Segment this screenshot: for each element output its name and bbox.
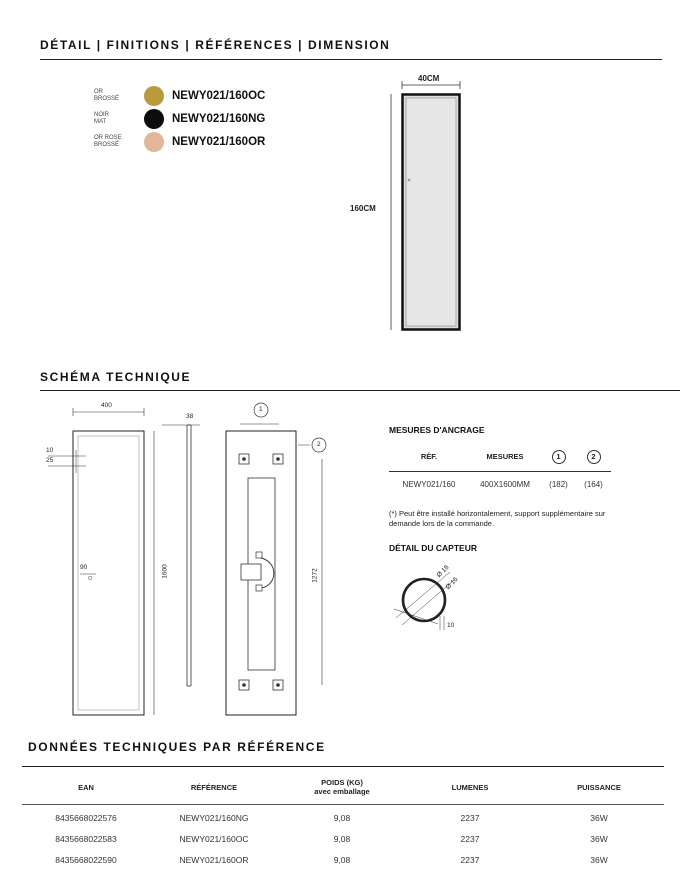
table-row bbox=[389, 471, 611, 497]
cell-lumens: 2237 bbox=[460, 833, 480, 844]
cell-lumens: 2237 bbox=[460, 854, 480, 865]
marker-1: 1 bbox=[259, 406, 263, 413]
installation-note: (*) Peut être installé horizontalement, support supplémentaire sur demande lors de la commande. bbox=[389, 509, 606, 528]
cell-reference: NEWY021/160NG bbox=[179, 813, 249, 824]
finish-swatch-black bbox=[144, 109, 164, 129]
anchorage-cell: NEWY021/160 bbox=[402, 479, 456, 489]
finish-reference: NEWY021/160OC bbox=[172, 90, 266, 102]
dimension-height: 160CM bbox=[350, 204, 376, 213]
anchorage-cell: (164) bbox=[584, 479, 603, 489]
cell-weight: 9,08 bbox=[333, 854, 351, 865]
table-row bbox=[22, 804, 664, 828]
section-title-tech-data: DONNÉES TECHNIQUES PAR RÉFÉRENCE bbox=[28, 740, 326, 754]
sensor-depth: 10 bbox=[447, 622, 455, 629]
sensor-detail-drawing bbox=[388, 560, 478, 635]
cell-reference: NEWY021/160OC bbox=[179, 833, 249, 844]
tech-data-table bbox=[22, 771, 664, 869]
schema-sensor-90: 90 bbox=[80, 564, 88, 571]
table-row bbox=[22, 849, 664, 869]
cell-power: 36W bbox=[590, 854, 608, 865]
finish-reference: NEWY021/160OR bbox=[172, 136, 266, 148]
schema-width-label: 400 bbox=[101, 402, 112, 409]
finish-row-gold bbox=[94, 84, 265, 108]
anchorage-header-1: 1 bbox=[541, 443, 576, 471]
finish-swatch-rose-gold bbox=[144, 132, 164, 152]
anchorage-title: MESURES D'ANCRAGE bbox=[389, 425, 485, 435]
schema-height-label: 1600 bbox=[161, 564, 169, 579]
anchorage-cell: 400X1600MM bbox=[480, 479, 530, 489]
marker-2: 2 bbox=[317, 441, 321, 448]
sensor-d2: Ø 16 bbox=[444, 576, 460, 591]
cell-reference: NEWY021/160OR bbox=[179, 854, 249, 865]
header-power: PUISSANCE bbox=[534, 771, 664, 804]
cell-ean: 8435668022576 bbox=[55, 813, 117, 824]
cell-weight: 9,08 bbox=[333, 833, 351, 844]
table-row bbox=[22, 828, 664, 849]
section-title-schema: SCHÉMA TECHNIQUE bbox=[40, 370, 192, 384]
cell-ean: 8435668022590 bbox=[55, 854, 117, 865]
section-divider bbox=[40, 390, 680, 391]
finish-row-black bbox=[94, 107, 265, 131]
cell-lumens: 2237 bbox=[460, 813, 480, 824]
anchorage-header-mesures: MESURES bbox=[469, 443, 541, 471]
schema-offset-10: 10 bbox=[46, 447, 54, 454]
schema-anchor-height: 1272 bbox=[311, 568, 319, 583]
header-reference: RÉFÉRENCE bbox=[150, 771, 278, 804]
mirror-dimension-drawing bbox=[380, 68, 480, 340]
dimension-width: 40CM bbox=[418, 74, 440, 83]
finish-label: NOIR MAT bbox=[94, 112, 109, 125]
finish-label: OR BROSSÉ bbox=[94, 89, 120, 102]
anchorage-cell: (182) bbox=[549, 479, 568, 489]
sensor-d1: Ø 18 bbox=[435, 564, 451, 579]
schema-front-view bbox=[40, 398, 360, 723]
section-divider bbox=[40, 59, 662, 60]
section-divider bbox=[22, 766, 664, 767]
anchorage-header-ref: RÉF. bbox=[389, 443, 469, 471]
sensor-title: DÉTAIL DU CAPTEUR bbox=[389, 543, 477, 553]
cell-power: 36W bbox=[590, 833, 608, 844]
header-weight: POIDS (KG) avec emballage bbox=[278, 771, 406, 804]
cell-weight: 9,08 bbox=[333, 813, 351, 824]
schema-depth-label: 38 bbox=[186, 413, 194, 420]
header-lumens: LUMENES bbox=[406, 771, 534, 804]
schema-offset-25: 25 bbox=[46, 457, 54, 464]
finish-swatch-gold bbox=[144, 86, 164, 106]
anchorage-header-2: 2 bbox=[576, 443, 611, 471]
cell-ean: 8435668022583 bbox=[55, 833, 117, 844]
header-ean: EAN bbox=[22, 771, 150, 804]
anchorage-table bbox=[389, 443, 611, 497]
section-title-detail: DÉTAIL | FINITIONS | RÉFÉRENCES | DIMENSION bbox=[40, 38, 391, 52]
finish-label: OR ROSE BROSSÉ bbox=[94, 135, 122, 148]
cell-power: 36W bbox=[590, 813, 608, 824]
finish-row-rose-gold bbox=[94, 130, 265, 154]
finish-reference: NEWY021/160NG bbox=[172, 113, 266, 125]
